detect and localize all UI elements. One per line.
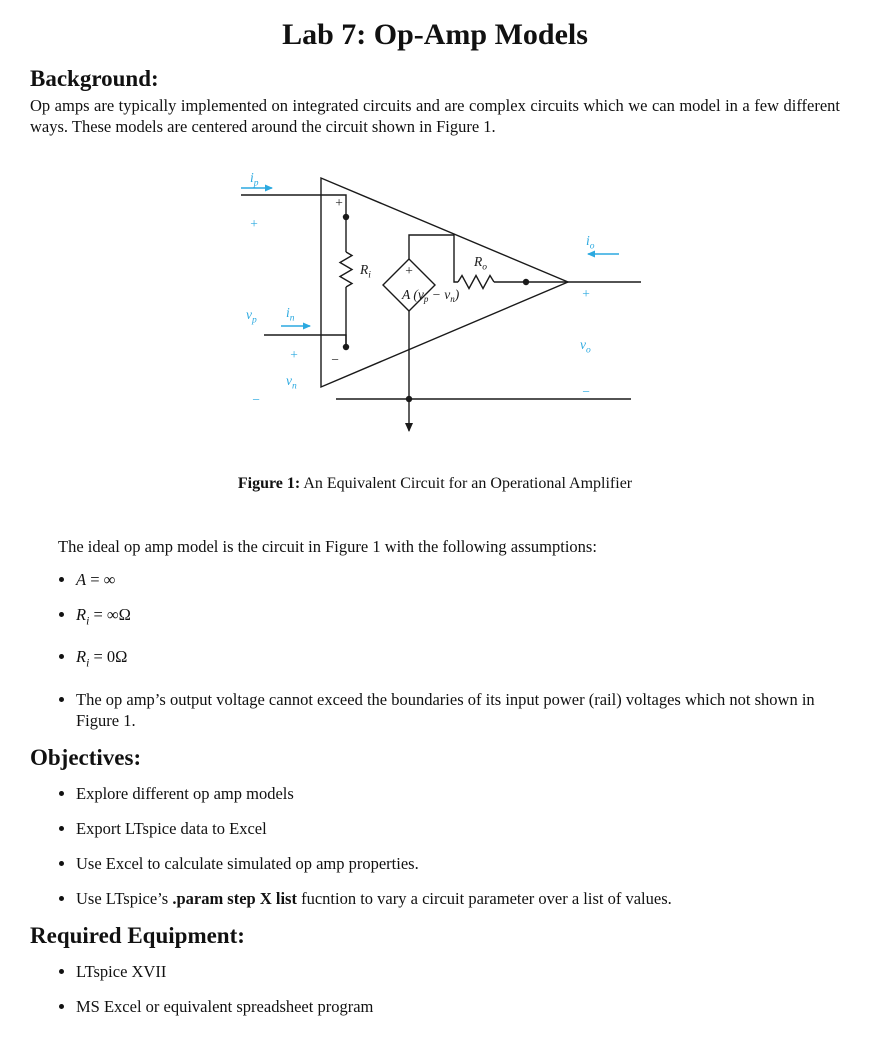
figure-caption-label: Figure 1: [237, 475, 301, 492]
vo-plus-sign: + [582, 286, 590, 301]
objective-text: Use LTspice’s [76, 888, 173, 908]
source-plus-sign: + [405, 263, 413, 278]
node-dot [523, 279, 529, 285]
math-var: R [76, 605, 87, 624]
inverting-input-minus-sign: − [331, 352, 339, 367]
objective-item-4 [76, 888, 840, 909]
vn-label: $v_n$ [286, 373, 297, 392]
objective-bold-text: .param step X list [172, 888, 297, 908]
math-rest: = ∞Ω [89, 605, 131, 624]
assumption-item-3 [76, 646, 840, 674]
vn-plus-sign: + [290, 347, 298, 362]
math-var: A [76, 570, 87, 589]
io-label: $i_o$ [586, 233, 595, 252]
vp-label: $v_p$ [246, 307, 257, 326]
math-sub: i [86, 657, 90, 670]
opamp-equivalent-circuit [226, 167, 656, 467]
objectives-heading: Objectives: [30, 744, 142, 770]
equipment-item-2 [76, 996, 840, 1017]
assumptions-intro: The ideal op amp model is the circuit in Figure 1 with the following assumptions: [58, 537, 597, 556]
figure-1 [226, 167, 656, 467]
objective-text: Use Excel to calculate simulated op amp properties. [76, 853, 419, 873]
objective-text: fucntion to vary a circuit parameter over a list of values. [296, 888, 672, 908]
vo-minus-sign: − [582, 384, 590, 399]
objective-item-3 [76, 853, 840, 874]
assumption-item-1 [76, 569, 840, 590]
vn-minus-sign: − [252, 392, 260, 407]
top-input-wire [241, 195, 346, 217]
objective-item-1 [76, 783, 840, 804]
ip-label: $i_p$ [250, 170, 259, 189]
objective-item-2 [76, 818, 840, 839]
objectives-list [58, 783, 840, 909]
ri-label: $R_i$ [360, 262, 371, 281]
math-rest: = ∞ [86, 570, 116, 589]
assumption-item-2 [76, 604, 840, 632]
wire [409, 235, 458, 282]
equipment-item-1 [76, 961, 840, 982]
background-heading: Background: [30, 66, 159, 91]
math-var: R [76, 647, 87, 667]
current-arrows [241, 188, 619, 326]
node-dot [406, 396, 412, 402]
background-paragraph: Op amps are typically implemented on integrated circuits and are complex circuits which we can model in a few different ways. These models are centered around the circuit shown in Figure 1. [30, 96, 840, 136]
objective-text: Export LTspice data to Excel [76, 818, 267, 838]
ro-label: $R_o$ [474, 254, 487, 273]
figure-caption [30, 475, 840, 493]
equipment-heading: Required Equipment: [30, 922, 245, 948]
node-dot [343, 344, 349, 350]
noninverting-input-plus-sign: + [335, 195, 343, 210]
node-dot [343, 214, 349, 220]
assumptions-list [58, 569, 840, 731]
objective-text: Explore different op amp models [76, 783, 294, 803]
vo-label: $v_o$ [580, 337, 591, 356]
circuit-nodes [343, 214, 529, 402]
assumption-text: The op amp’s output voltage cannot exceed the boundaries of its input power (rail) voltages which not shown in Figure 1. [76, 689, 815, 730]
dependent-source-label: A $(v_p - v_n)$ [402, 287, 460, 305]
equipment-text: LTspice XVII [76, 961, 167, 981]
equipment-text: MS Excel or equivalent spreadsheet program [76, 996, 374, 1016]
assumption-item-4 [76, 689, 840, 731]
bottom-input-wire [264, 335, 346, 347]
equipment-list [58, 961, 840, 1017]
figure-caption-text: An Equivalent Circuit for an Operational Amplifier [300, 475, 633, 492]
document-title: Lab 7: Op-Amp Models [282, 18, 588, 51]
resistor-ri [340, 252, 352, 287]
circuit-wires [241, 178, 641, 431]
resistor-ro [458, 276, 494, 289]
math-rest: = 0Ω [89, 647, 128, 667]
math-sub: i [86, 615, 90, 628]
vp-plus-sign: + [250, 216, 258, 231]
in-label: $i_n$ [286, 305, 295, 324]
